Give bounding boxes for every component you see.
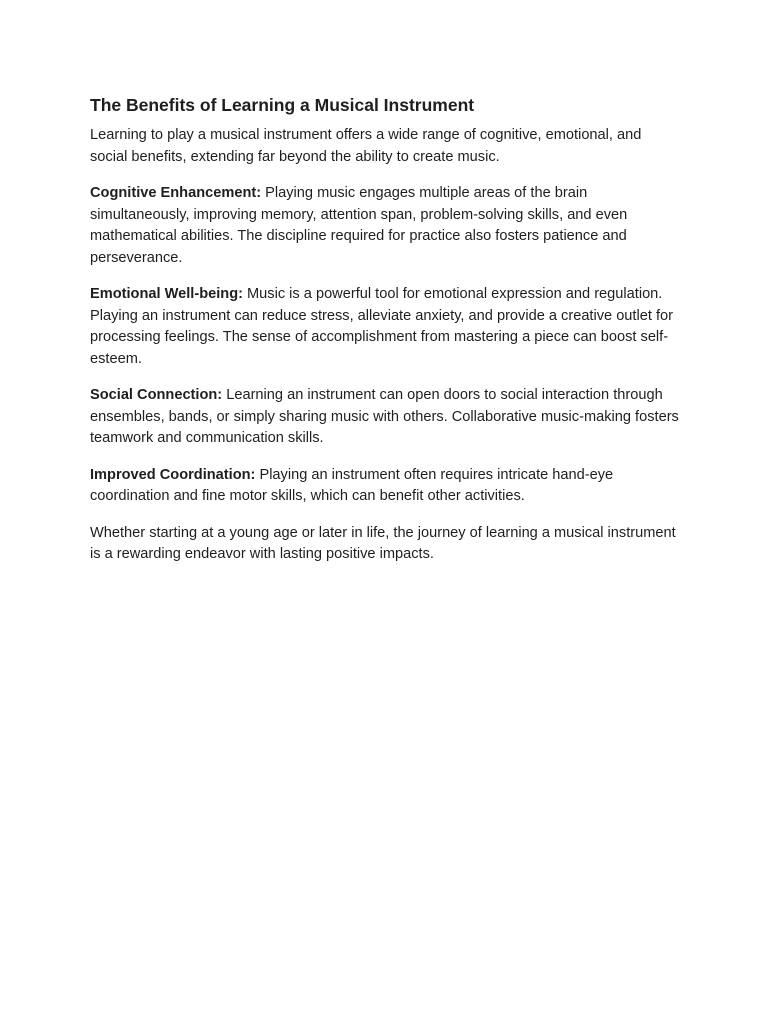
document-title: The Benefits of Learning a Musical Instrument [90,95,475,115]
section-body: Music is a powerful tool for emotional expression and regulation. Playing an instrument can reduce stress, alleviate anxiety, and provide a creative outlet for processing feelings. The sense of accomplishment from mastering a piece can boost self-esteem. [90,286,673,367]
section-heading: Cognitive Enhancement: [90,185,262,201]
section-social-connection [90,385,682,450]
section-body: Learning an instrument can open doors to social interaction through ensembles, bands, or simply sharing music with others. Collaborative music-making fosters teamwork and communication skills. [90,387,679,446]
section-improved-coordination [90,465,682,508]
section-heading: Emotional Well-being: [90,286,243,302]
section-heading: Social Connection: [90,387,223,403]
intro-paragraph: Learning to play a musical instrument offers a wide range of cognitive, emotional, and social benefits, extending far beyond the ability to create music. [90,127,642,165]
document-page [90,94,682,581]
section-body: Playing an instrument often requires intricate hand-eye coordination and fine motor skills, which can benefit other activities. [90,466,614,504]
section-cognitive-enhancement [90,183,682,269]
conclusion-paragraph: Whether starting at a young age or later in life, the journey of learning a musical instrument is a rewarding endeavor with lasting positive impacts. [90,524,676,562]
section-body: Playing music engages multiple areas of the brain simultaneously, improving memory, attention span, problem-solving skills, and even mathematical abilities. The discipline required for practice also fosters patience and perseverance. [90,185,628,266]
section-heading: Improved Coordination: [90,466,256,483]
section-emotional-well-being [90,284,682,370]
